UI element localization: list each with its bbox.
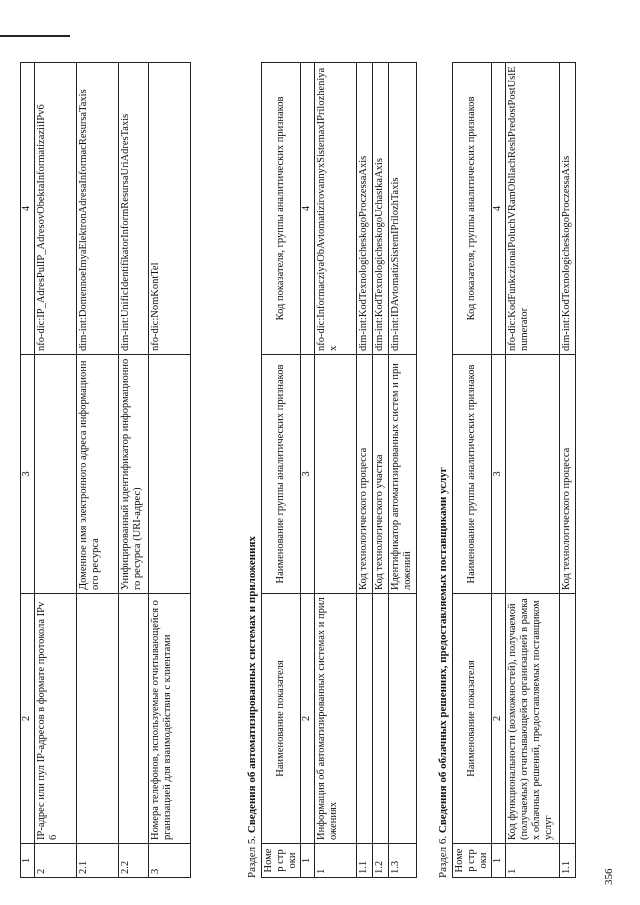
group-name: Унифицированный идентификатор информационного ресурса (URI-адрес): [119, 355, 149, 594]
indicator-name: Информация об автоматизированных системах и приложениях: [315, 594, 357, 844]
header-row: [453, 63, 492, 878]
header-group-name: Наименование группы аналитических признаков: [262, 355, 301, 594]
indicator-code: dim-int:IDAvtomatizSistemIPrilozhTaxis: [389, 63, 417, 355]
header-row-number: Номер строки: [262, 844, 301, 878]
group-name: Код технологического процесса: [357, 355, 373, 594]
section-6-title: Сведения об облачных решениях, предоставляемых поставщиками услуг: [437, 467, 449, 834]
table-row: [149, 63, 191, 878]
header-indicator-name: Наименование показателя: [453, 594, 492, 844]
indicator-code: nfo-dic:InformacziyaObAvtomatizirovannyxSistemaxIPrilozheniyax: [315, 63, 357, 355]
row-number: 1.2: [373, 844, 389, 878]
indicator-name: [389, 594, 417, 844]
indicator-code: nfo-dic:IP_AdresPulIP_AdresovObektaInformatizaziiIPv6: [35, 63, 77, 355]
index-cell: 4: [21, 63, 35, 355]
row-number: 2.2: [119, 844, 149, 878]
row-number: 1.1: [560, 844, 576, 878]
indicator-name: [560, 594, 576, 844]
table-row: [389, 63, 417, 878]
group-name: Код технологического участка: [373, 355, 389, 594]
table-row: [35, 63, 77, 878]
row-number: 1: [506, 844, 560, 878]
index-cell: 1: [21, 844, 35, 878]
indicator-name: IP-адрес или пул IP-адресов в формате протокола IPv6: [35, 594, 77, 844]
table-row: [560, 63, 576, 878]
group-name: Идентификатор автоматизированных систем и приложений: [389, 355, 417, 594]
index-cell: 2: [301, 594, 315, 844]
group-name: Доменное имя электронного адреса информационного ресурса: [77, 355, 119, 594]
section-6: [437, 63, 576, 878]
row-number: 1.3: [389, 844, 417, 878]
section-5: [246, 63, 417, 878]
header-indicator-code: Код показателя, группы аналитических признаков: [262, 63, 301, 355]
indicator-name: [77, 594, 119, 844]
column-index-row: [21, 63, 35, 878]
indicator-name: [357, 594, 373, 844]
table-row: [119, 63, 149, 878]
indicator-name: Номера телефонов, используемые отчитывающейся организацией для взаимодействия с клиентами: [149, 594, 191, 844]
index-cell: 4: [492, 63, 506, 355]
table-a: [20, 62, 191, 878]
index-cell: 1: [492, 844, 506, 878]
margin-line: [0, 36, 70, 38]
header-group-name: Наименование группы аналитических признаков: [453, 355, 492, 594]
table-row: [315, 63, 357, 878]
row-number: 2.1: [77, 844, 119, 878]
indicator-code: nfo-dic:NomKontTel: [149, 63, 191, 355]
indicator-code: nfo-dic:KodFunkczionalPoluchVRamObllachReshPredostPostUslEnumerator: [506, 63, 560, 355]
section-6-caption: [437, 63, 452, 878]
indicator-code: dim-int:KodTexnologicheskogoProczessaAxis: [357, 63, 373, 355]
section-6-prefix: Раздел 6.: [437, 833, 449, 878]
section-5-title: Сведения об автоматизированных системах и приложениях: [246, 536, 258, 834]
header-row-number: Номер строки: [453, 844, 492, 878]
column-index-row: [301, 63, 315, 878]
indicator-name: Код функциональности (возможностей), получаемой (получаемых) отчитывающейся организацией в рамках облачных решений, предоставляемых поставщиком услуг: [506, 594, 560, 844]
header-row: [262, 63, 301, 878]
group-name: [506, 355, 560, 594]
index-cell: 3: [492, 355, 506, 594]
column-index-row: [492, 63, 506, 878]
page-number: 356: [603, 868, 615, 885]
group-name: [149, 355, 191, 594]
section-5-caption: [246, 63, 261, 878]
section-5-table: [261, 62, 417, 878]
index-cell: 2: [21, 594, 35, 844]
indicator-name: [119, 594, 149, 844]
index-cell: 3: [301, 355, 315, 594]
indicator-code: dim-int:DomennoeImyaElektronAdresaInformacResursaTaxis: [77, 63, 119, 355]
table-row: [506, 63, 560, 878]
row-number: 1.1: [357, 844, 373, 878]
header-indicator-code: Код показателя, группы аналитических признаков: [453, 63, 492, 355]
indicator-code: dim-int:KodTexnologicheskogoProczessaAxis: [560, 63, 576, 355]
row-number: 3: [149, 844, 191, 878]
index-cell: 3: [21, 355, 35, 594]
index-cell: 4: [301, 63, 315, 355]
group-name: [35, 355, 77, 594]
indicator-code: dim-int:KodTexnologicheskogoUchastkaAxis: [373, 63, 389, 355]
index-cell: 2: [492, 594, 506, 844]
table-row: [77, 63, 119, 878]
indicator-code: dim-int:UnificIdentifikatorInformResursaUriAdresTaxis: [119, 63, 149, 355]
header-indicator-name: Наименование показателя: [262, 594, 301, 844]
table-row: [373, 63, 389, 878]
table-row: [357, 63, 373, 878]
section-5-prefix: Раздел 5.: [246, 833, 258, 878]
indicator-name: [373, 594, 389, 844]
row-number: 2: [35, 844, 77, 878]
index-cell: 1: [301, 844, 315, 878]
section-6-table: [452, 62, 576, 878]
group-name: Код технологического процесса: [560, 355, 576, 594]
table-continuation: [20, 63, 191, 878]
row-number: 1: [315, 844, 357, 878]
group-name: [315, 355, 357, 594]
